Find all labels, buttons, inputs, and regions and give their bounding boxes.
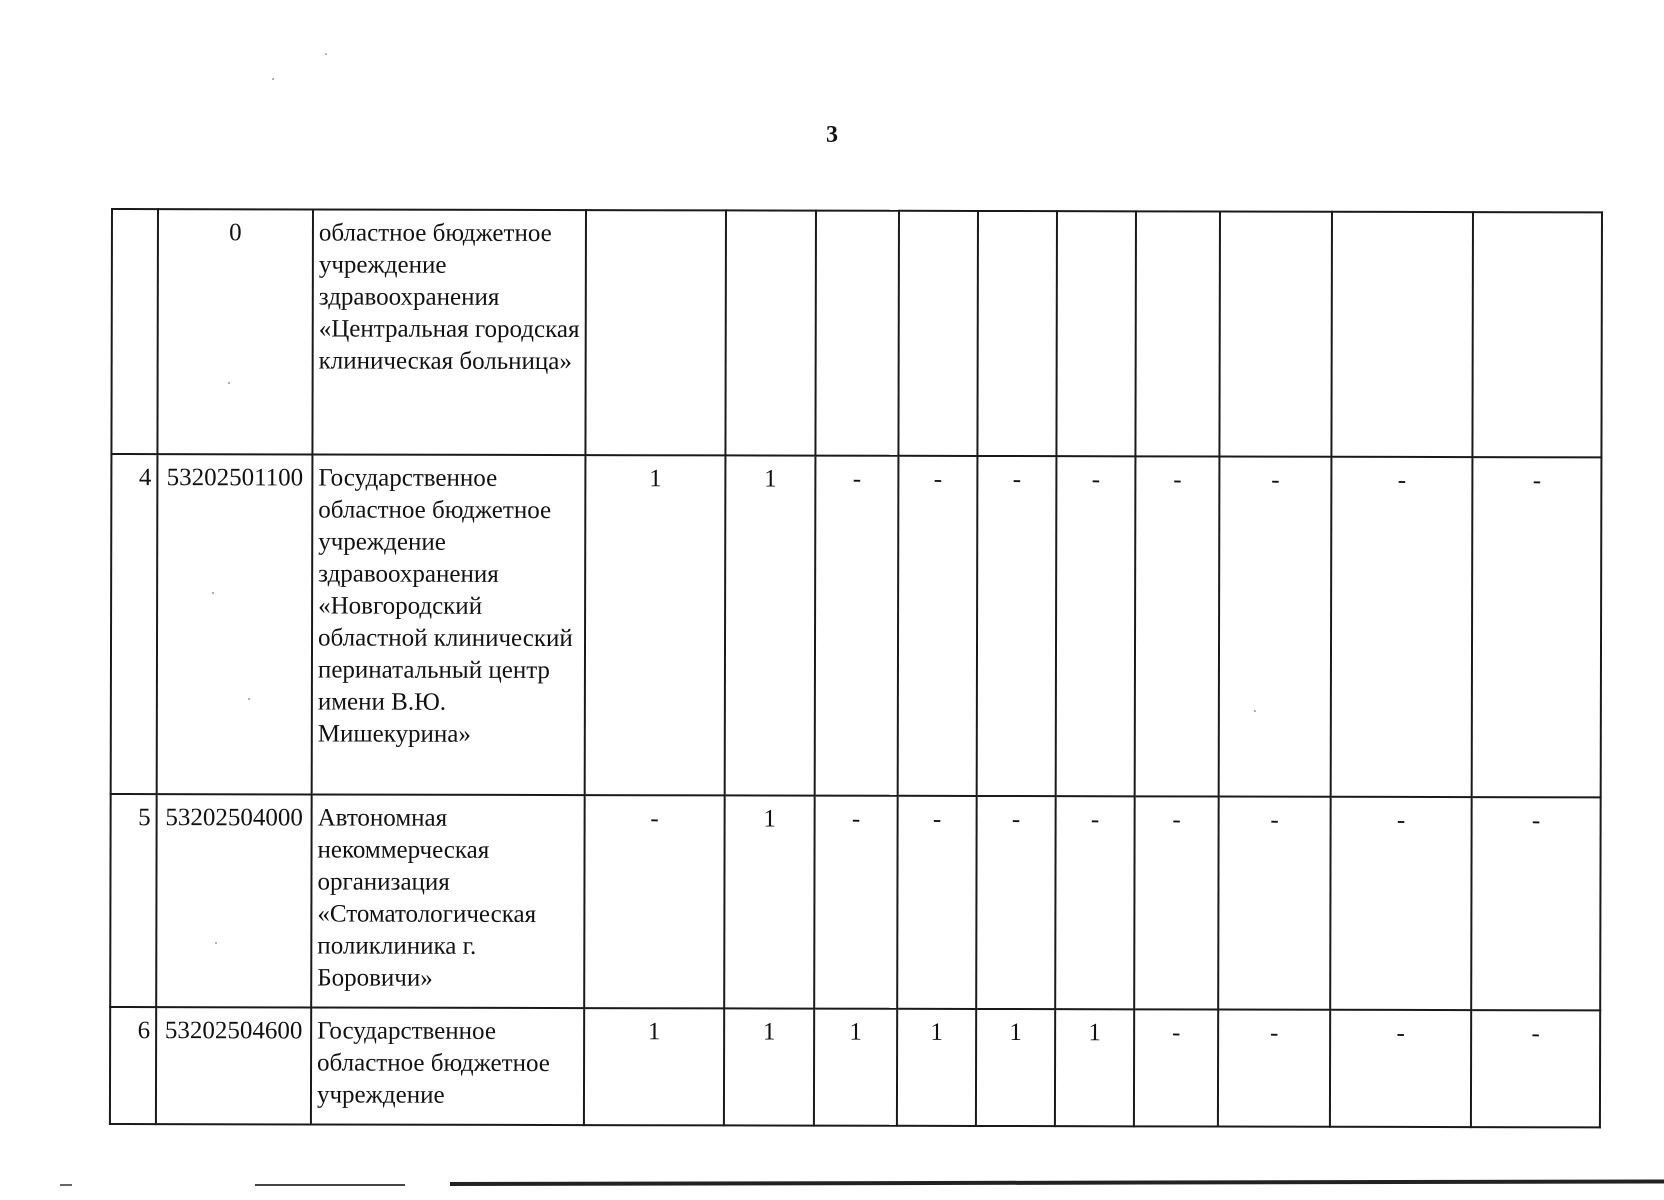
value-cell: - [1472, 457, 1602, 797]
scan-artifact-line [255, 1184, 405, 1186]
value-cell: 1 [814, 1009, 897, 1126]
row-number: 4 [111, 454, 158, 794]
data-table [109, 208, 1603, 1128]
value-cell: - [1218, 797, 1330, 1010]
value-cell [1472, 212, 1602, 457]
value-cell: - [1056, 456, 1136, 796]
value-cell: - [1134, 796, 1218, 1009]
value-cell [1331, 212, 1473, 457]
value-cell: - [1218, 1010, 1330, 1127]
okpo-code: 53202504000 [156, 794, 311, 1007]
page-bottom-rule [450, 1179, 1664, 1186]
value-cell: - [1055, 796, 1134, 1009]
value-cell: - [1134, 1009, 1218, 1126]
table-row [111, 209, 1602, 457]
value-cell [1056, 211, 1136, 456]
organization-name: областное бюджетное учреждение здравоохранения «Центральная городская клиническая больница» [312, 209, 586, 455]
scan-speck [212, 592, 214, 594]
value-cell [725, 210, 816, 455]
table-row [110, 794, 1600, 1010]
value-cell: - [815, 456, 899, 796]
scan-speck [228, 382, 230, 384]
value-cell: 1 [584, 1008, 724, 1125]
value-cell: - [976, 796, 1055, 1009]
organization-name: Автономная некоммерческая организация «Стоматологическая поликлиника г. Боровичи» [311, 794, 584, 1008]
okpo-code: 0 [157, 209, 313, 454]
value-cell: 1 [725, 455, 816, 795]
value-cell [1219, 212, 1332, 457]
value-cell: - [977, 456, 1057, 796]
scan-speck [325, 53, 327, 55]
page-number: 3 [826, 122, 838, 148]
value-cell: - [1135, 456, 1220, 796]
value-cell [815, 211, 899, 456]
value-cell: - [1330, 1010, 1471, 1127]
table-row [111, 454, 1602, 797]
value-cell: - [1331, 457, 1473, 797]
table-row [110, 1007, 1600, 1127]
value-cell [585, 210, 726, 455]
row-number [111, 209, 158, 454]
value-cell: 1 [897, 1009, 976, 1126]
value-cell: - [897, 796, 976, 1009]
value-cell: 1 [724, 1008, 814, 1125]
value-cell: - [1219, 457, 1332, 797]
scan-speck [1254, 710, 1256, 712]
okpo-code: 53202501100 [157, 454, 313, 794]
value-cell: 1 [724, 795, 814, 1008]
value-cell: - [584, 795, 724, 1008]
scan-speck [272, 78, 274, 80]
okpo-code: 53202504600 [156, 1007, 311, 1124]
value-cell [977, 211, 1057, 456]
row-number: 5 [110, 794, 156, 1007]
value-cell [1135, 211, 1220, 456]
value-cell: - [1471, 797, 1600, 1010]
value-cell [898, 211, 978, 456]
value-cell: 1 [585, 455, 726, 795]
scan-speck [215, 942, 217, 944]
value-cell: 1 [1055, 1009, 1134, 1126]
scan-speck [248, 698, 250, 700]
organization-name: Государственное областное бюджетное учреждение здравоохранения «Новгородский областной клинический перинатальный центр имени В.Ю. Мишекурина» [312, 454, 586, 795]
value-cell: 1 [976, 1009, 1055, 1126]
scan-artifact-line [60, 1184, 72, 1186]
value-cell: - [814, 796, 897, 1009]
value-cell: - [1471, 1010, 1600, 1127]
value-cell: - [1330, 797, 1471, 1010]
row-number: 6 [110, 1007, 156, 1124]
organization-name: Государственное областное бюджетное учреждение [311, 1007, 584, 1125]
value-cell: - [898, 456, 978, 796]
